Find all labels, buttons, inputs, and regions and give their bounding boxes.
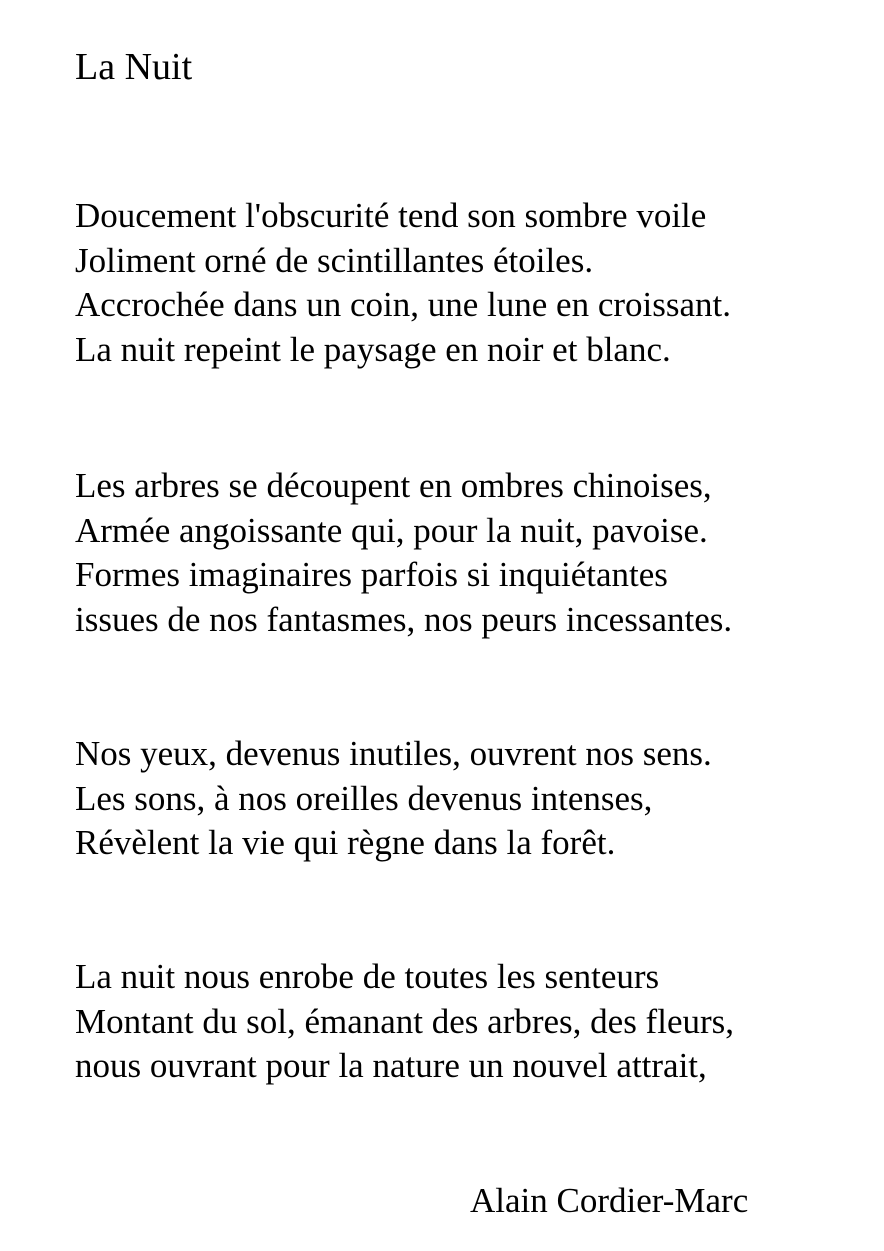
stanza [75,732,712,866]
poem-line: nous ouvrant pour la nature un nouvel attrait, [75,1046,707,1085]
poem-line: Montant du sol, émanant des arbres, des fleurs, [75,1001,735,1041]
poem-title: La Nuit [75,46,193,88]
poem-line: Formes imaginaires parfois si inquiétantes [75,555,668,594]
poem-line: Révèlent la vie qui règne dans la forêt. [75,823,616,862]
poem-line: Accrochée dans un coin, une lune en croissant. [75,285,732,324]
author-signature: Alain Cordier-Marc [470,1181,749,1220]
poem-line: La nuit nous enrobe de toutes les senteurs [75,957,660,996]
stanza [75,955,734,1089]
poem-line: Les sons, à nos oreilles devenus intenses, [75,778,653,818]
stanza [75,194,731,372]
poem-line: Armée angoissante qui, pour la nuit, pavoise. [75,510,708,550]
poem-line: Doucement l'obscurité tend son sombre voile [75,196,707,235]
poem-line: La nuit repeint le paysage en noir et blanc. [75,329,671,369]
stanza [75,464,732,642]
poem-line: Nos yeux, devenus inutiles, ouvrent nos sens. [75,734,712,773]
poem-line: Joliment orné de scintillantes étoiles. [75,240,594,280]
poem-line: issues de nos fantasmes, nos peurs incessantes. [75,599,733,639]
poem-line: Les arbres se découpent en ombres chinoises, [75,466,712,505]
